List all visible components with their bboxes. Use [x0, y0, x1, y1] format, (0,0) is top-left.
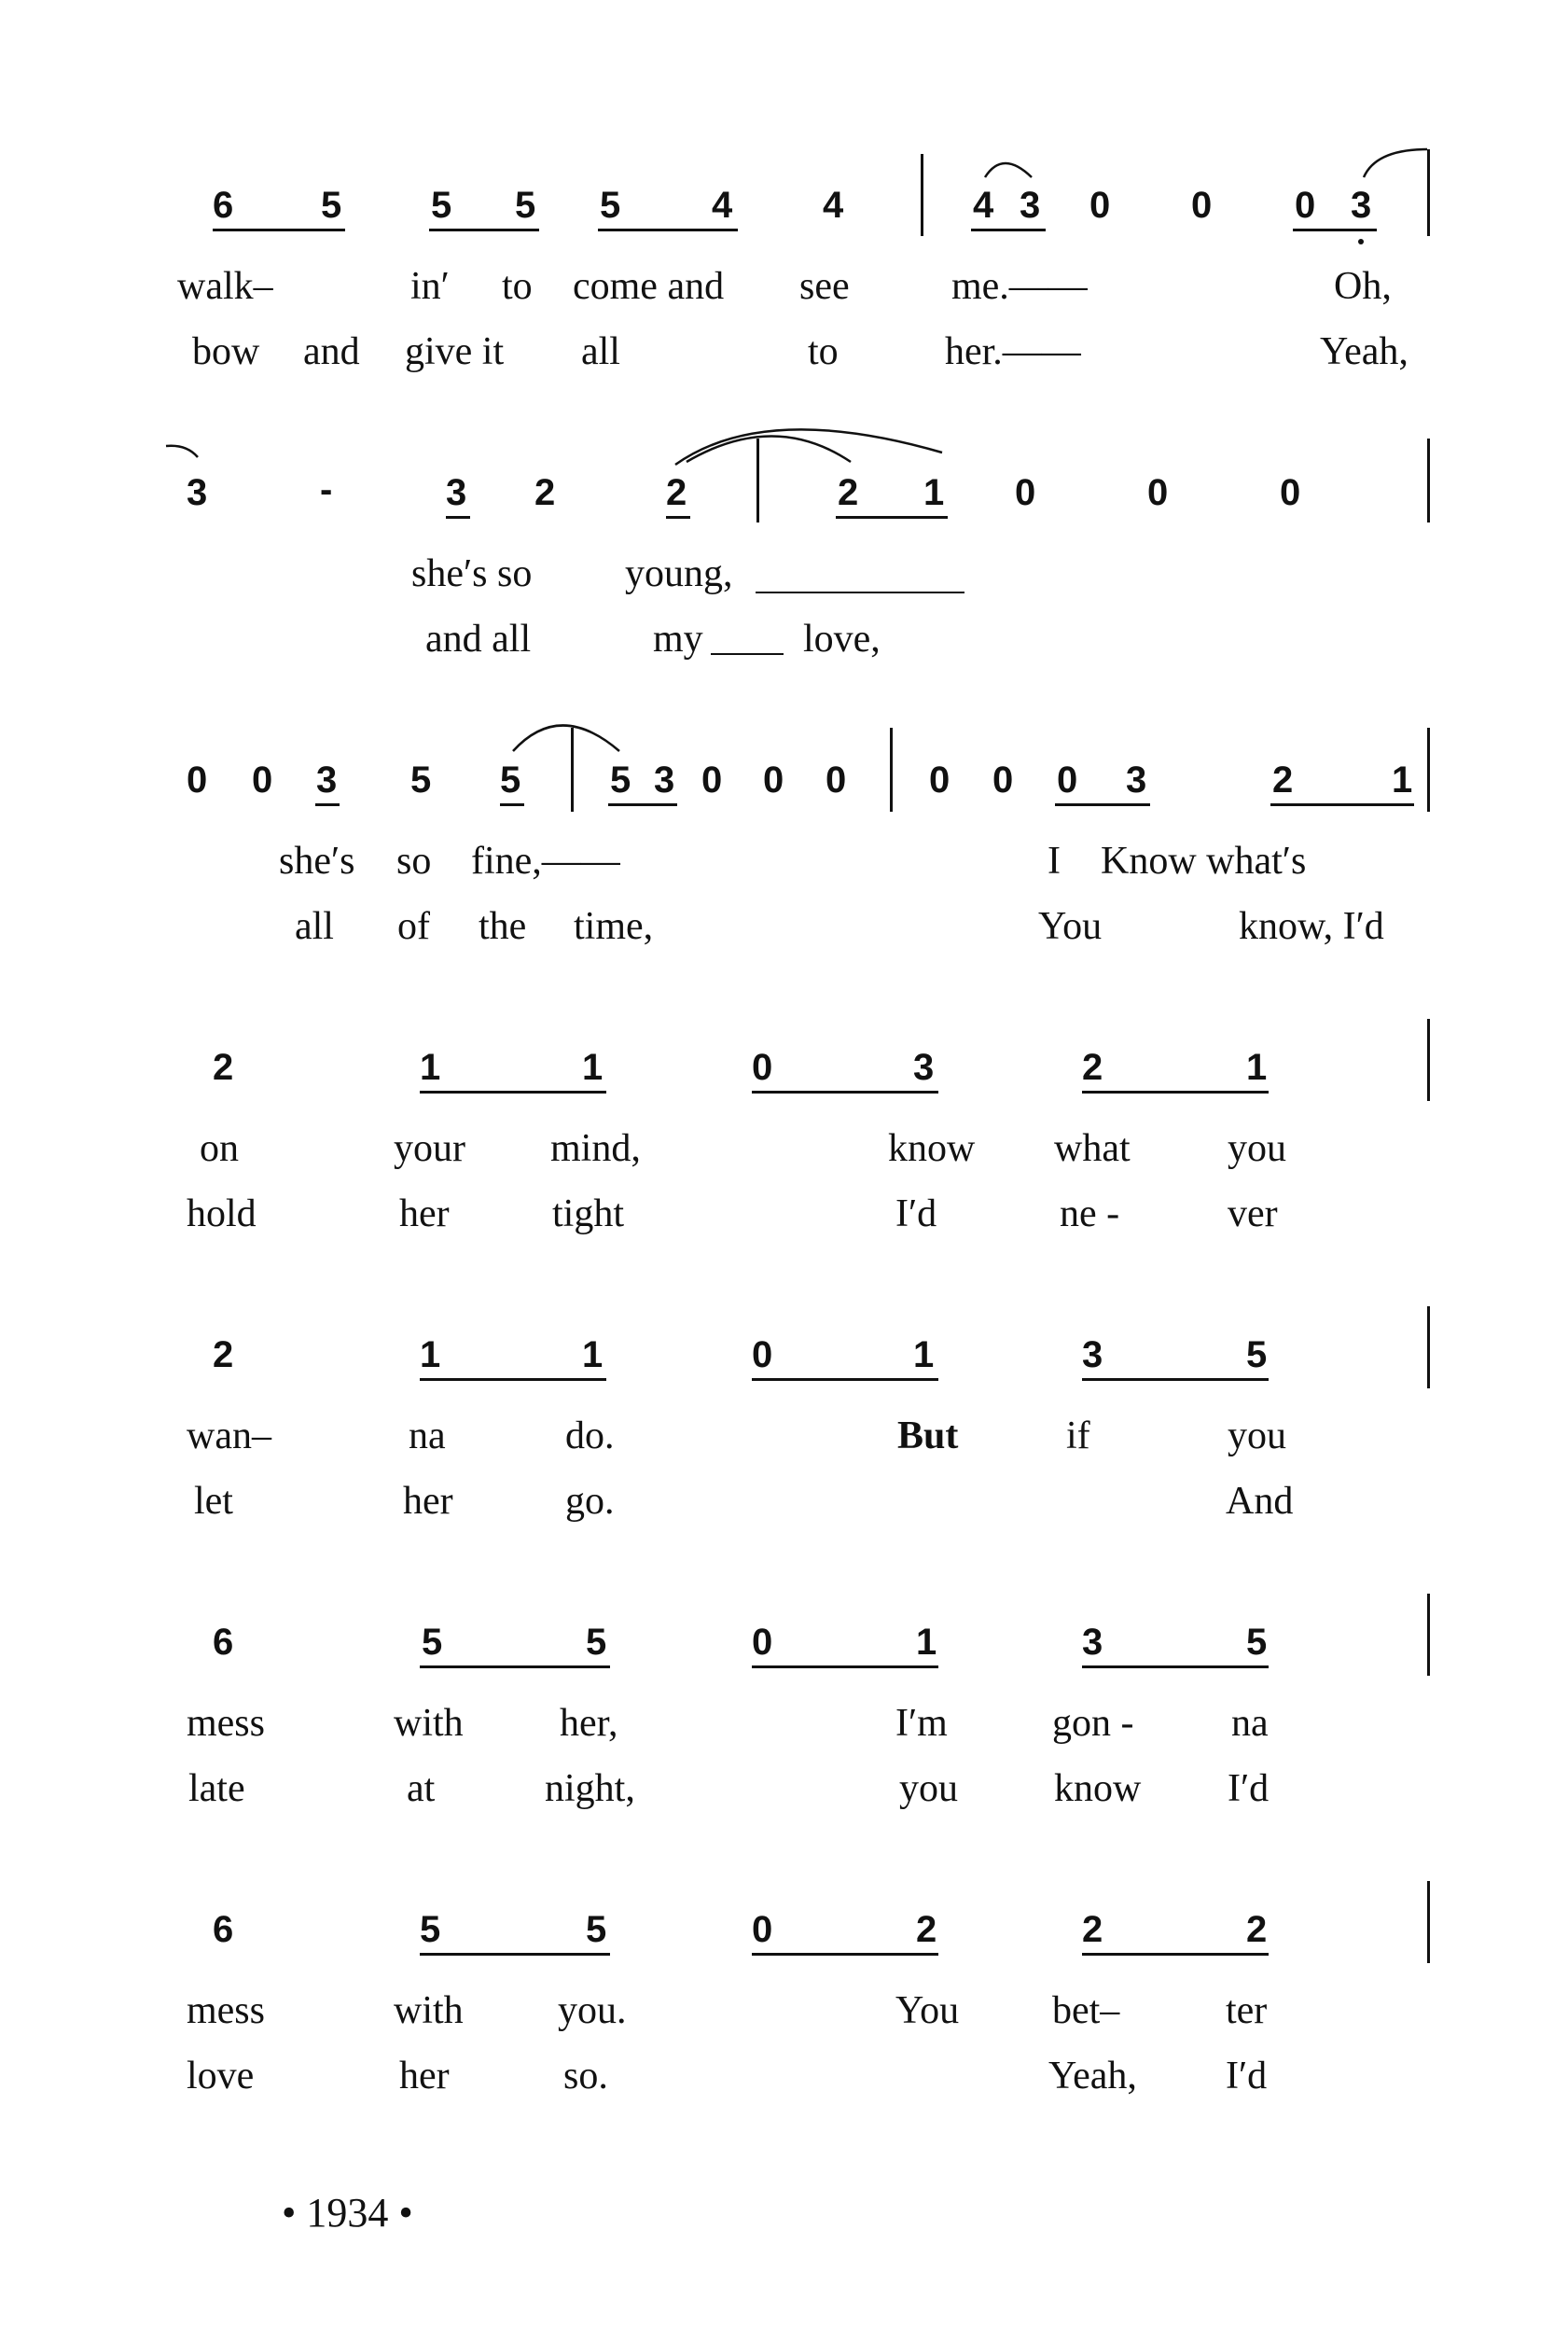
note: 6	[213, 1909, 234, 1950]
note: 2	[1272, 759, 1294, 801]
note: 3	[446, 472, 467, 513]
lyric: You	[1038, 905, 1103, 948]
barline	[1427, 439, 1430, 523]
note: 0	[752, 1334, 773, 1375]
note: 5	[422, 1622, 443, 1663]
lyric: But	[897, 1414, 959, 1457]
lyric: mind,	[550, 1127, 641, 1170]
slur	[166, 446, 198, 457]
note: 3	[654, 759, 675, 801]
note: 0	[1057, 759, 1078, 801]
note: 2	[534, 472, 556, 513]
slur	[1364, 149, 1427, 177]
underline	[608, 803, 677, 806]
lyric: ter	[1226, 1989, 1268, 2032]
barline	[1427, 1881, 1430, 1963]
note: 0	[752, 1047, 773, 1088]
slur	[985, 163, 1032, 177]
note: 0	[1280, 472, 1301, 513]
lyric: na	[409, 1414, 446, 1457]
lyric: know	[888, 1127, 976, 1170]
note: 0	[1191, 185, 1213, 226]
underline	[666, 516, 690, 519]
note: 3	[1351, 185, 1372, 226]
note: 5	[1246, 1622, 1268, 1663]
lyric: na	[1231, 1702, 1269, 1745]
lyric: she′s	[279, 840, 355, 883]
note: 2	[213, 1334, 234, 1375]
lyric: I′d	[1228, 1767, 1270, 1810]
note: 5	[431, 185, 452, 226]
lyric: to	[808, 330, 839, 373]
lyric: I	[1048, 840, 1061, 883]
note: 1	[420, 1334, 441, 1375]
note: 0	[701, 759, 723, 801]
lyric: her.——	[945, 330, 1081, 373]
note: -	[320, 469, 333, 510]
underline	[315, 803, 340, 806]
lyric: And	[1226, 1480, 1294, 1523]
lyric: know	[1054, 1767, 1142, 1810]
lyric: I′d	[895, 1192, 937, 1235]
extension-line	[756, 592, 964, 593]
lyric: wan–	[187, 1414, 271, 1457]
barline	[1427, 728, 1430, 812]
note: 5	[515, 185, 536, 226]
lyric: her,	[560, 1702, 618, 1745]
lyric: Yeah,	[1048, 2055, 1137, 2097]
lyric: gon -	[1052, 1702, 1134, 1745]
lyric: her	[399, 1192, 450, 1235]
note: 3	[1126, 759, 1147, 801]
barline	[1427, 1019, 1430, 1101]
underline	[213, 229, 345, 231]
lyric: night,	[545, 1767, 635, 1810]
underline	[429, 229, 539, 231]
note: 0	[992, 759, 1014, 801]
lyric: late	[188, 1767, 245, 1810]
underline	[971, 229, 1046, 231]
note: 2	[916, 1909, 937, 1950]
slur	[687, 437, 851, 463]
note: 5	[410, 759, 432, 801]
note: 5	[321, 185, 342, 226]
note: 0	[187, 759, 208, 801]
lyric: you	[899, 1767, 958, 1810]
note: 3	[1082, 1622, 1103, 1663]
lyric: tight	[552, 1192, 625, 1235]
lyric: love,	[803, 618, 881, 661]
note: 1	[1246, 1047, 1268, 1088]
note: 5	[1246, 1334, 1268, 1375]
lyric: on	[200, 1127, 239, 1170]
underline	[420, 1953, 610, 1956]
note: 4	[823, 185, 844, 226]
underline	[1082, 1665, 1269, 1668]
underline	[752, 1665, 938, 1668]
note: 6	[213, 185, 234, 226]
underline	[420, 1665, 610, 1668]
lyric: me.——	[951, 265, 1088, 308]
underline	[420, 1378, 606, 1381]
note: 1	[582, 1047, 604, 1088]
lyric: love	[187, 2055, 255, 2097]
lyric: give it	[405, 330, 505, 373]
note: 2	[1246, 1909, 1268, 1950]
note: 1	[923, 472, 945, 513]
note: 0	[252, 759, 273, 801]
lyric: what	[1054, 1127, 1131, 1170]
underline	[420, 1091, 606, 1094]
note: 0	[1015, 472, 1036, 513]
lyric: so.	[563, 2055, 608, 2097]
note: 3	[1020, 185, 1041, 226]
lyric: you.	[558, 1989, 627, 2032]
note: 0	[826, 759, 847, 801]
note: 5	[500, 759, 521, 801]
underline	[1293, 229, 1377, 231]
lyric: the	[479, 905, 527, 948]
note: 5	[586, 1909, 607, 1950]
slur	[513, 726, 619, 752]
lyric: you	[1228, 1414, 1286, 1457]
lyric: time,	[574, 905, 654, 948]
note: 2	[213, 1047, 234, 1088]
note: 1	[1392, 759, 1413, 801]
lyric: your	[394, 1127, 465, 1170]
lyric: ver	[1228, 1192, 1278, 1235]
page-number: • 1934 •	[282, 2190, 413, 2236]
note: 0	[752, 1909, 773, 1950]
note: 0	[929, 759, 951, 801]
lyric: to	[502, 265, 533, 308]
lyric: and	[303, 330, 360, 373]
note: 6	[213, 1622, 234, 1663]
lyric: at	[407, 1767, 436, 1810]
octave-dot	[1358, 239, 1364, 244]
note: 0	[763, 759, 784, 801]
note: 0	[1089, 185, 1111, 226]
lyric: come and	[573, 265, 725, 308]
lyric: Oh,	[1334, 265, 1392, 308]
underline	[1082, 1091, 1269, 1094]
lyric: of	[397, 905, 430, 948]
note: 5	[420, 1909, 441, 1950]
lyric: walk–	[177, 265, 273, 308]
underline	[500, 803, 524, 806]
note: 5	[586, 1622, 607, 1663]
lyric: You	[895, 1989, 960, 2032]
lyric: I′m	[895, 1702, 948, 1745]
lyric: bow	[192, 330, 260, 373]
note: 0	[1147, 472, 1169, 513]
underline	[752, 1091, 938, 1094]
lyric: so	[396, 840, 432, 883]
underline	[752, 1378, 938, 1381]
lyric: all	[295, 905, 334, 948]
barline	[1427, 1306, 1430, 1388]
extension-line	[711, 653, 784, 655]
lyric: fine,——	[471, 840, 620, 883]
lyric: my	[653, 618, 703, 661]
note: 5	[610, 759, 631, 801]
lyric: let	[194, 1480, 233, 1523]
note: 0	[752, 1622, 773, 1663]
note: 2	[838, 472, 859, 513]
note: 3	[187, 472, 208, 513]
lyric: mess	[187, 1702, 265, 1745]
lyric: and all	[425, 618, 532, 661]
barline	[921, 154, 923, 236]
lyric: ne -	[1060, 1192, 1120, 1235]
lyric: her	[403, 1480, 453, 1523]
note: 2	[1082, 1909, 1103, 1950]
lyric: you	[1228, 1127, 1286, 1170]
underline	[1270, 803, 1414, 806]
lyric: do.	[565, 1414, 615, 1457]
lyric: in′	[410, 265, 450, 308]
lyric: Know what′s	[1101, 840, 1307, 883]
lyric: Yeah,	[1320, 330, 1408, 373]
lyric: mess	[187, 1989, 265, 2032]
lyric: she′s so	[411, 552, 533, 595]
lyric: I′d	[1226, 2055, 1268, 2097]
underline	[446, 516, 470, 519]
note: 0	[1295, 185, 1316, 226]
barline	[1427, 149, 1430, 236]
note: 1	[916, 1622, 937, 1663]
underline	[1055, 803, 1150, 806]
lyric: hold	[187, 1192, 257, 1235]
lyric: young,	[625, 552, 733, 595]
note: 2	[1082, 1047, 1103, 1088]
note: 4	[712, 185, 733, 226]
barline	[756, 439, 759, 523]
note: 1	[582, 1334, 604, 1375]
note: 5	[600, 185, 621, 226]
lyric: know, I′d	[1239, 905, 1384, 948]
barline	[1427, 1594, 1430, 1676]
underline	[752, 1953, 938, 1956]
lyric: see	[799, 265, 850, 308]
lyric: go.	[565, 1480, 615, 1523]
lyric: with	[394, 1702, 464, 1745]
note: 3	[316, 759, 338, 801]
lyric: bet–	[1052, 1989, 1120, 2032]
lyric: if	[1066, 1414, 1090, 1457]
lyric: her	[399, 2055, 450, 2097]
note: 4	[973, 185, 994, 226]
note: 2	[666, 472, 687, 513]
underline	[1082, 1378, 1269, 1381]
lyric: all	[581, 330, 620, 373]
underline	[1082, 1953, 1269, 1956]
lyric: with	[394, 1989, 464, 2032]
note: 1	[913, 1334, 935, 1375]
note: 3	[913, 1047, 935, 1088]
note: 3	[1082, 1334, 1103, 1375]
slur	[675, 429, 942, 465]
barline	[571, 728, 574, 812]
underline	[598, 229, 738, 231]
note: 1	[420, 1047, 441, 1088]
underline	[836, 516, 948, 519]
barline	[890, 728, 893, 812]
